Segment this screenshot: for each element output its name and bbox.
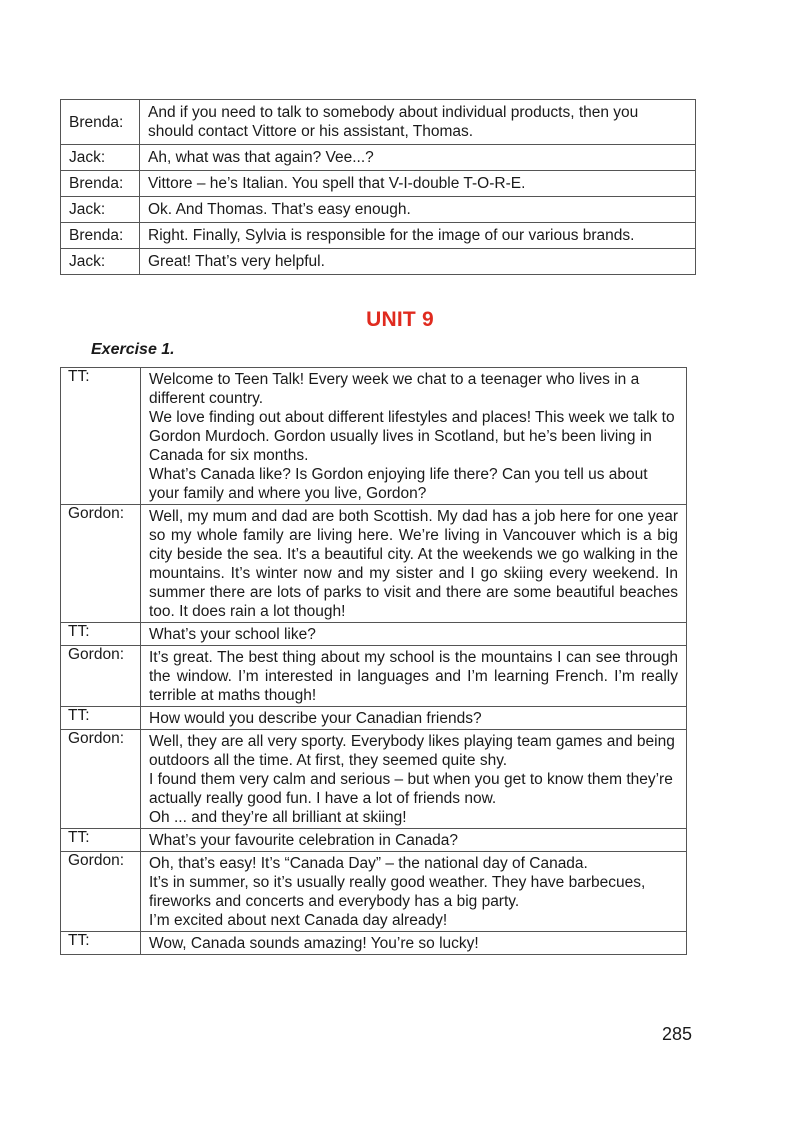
table-row <box>61 829 687 852</box>
dialogue-table-main <box>60 367 687 955</box>
speaker-cell: Brenda: <box>61 223 140 249</box>
table-row <box>61 223 696 249</box>
line-cell: And if you need to talk to somebody about individual products, then you should contact Vittore or his assistant, Thomas. <box>140 100 696 145</box>
table-row <box>61 100 696 145</box>
table-row <box>61 368 687 505</box>
speaker-cell: Gordon: <box>61 646 141 707</box>
table-row <box>61 646 687 707</box>
line-cell: Well, my mum and dad are both Scottish. My dad has a job here for one year so my whole family are living here. We’re living in Vancouver which is a big city beside the sea. It’s a beautiful city. At the weekends we go walking in the mountains. It’s winter now and my sister and I go skiing every weekend. In summer there are lots of parks to visit and there are some beautiful beaches too. It does rain a lot though! <box>141 505 687 623</box>
speaker-cell: Jack: <box>61 145 140 171</box>
table-row <box>61 145 696 171</box>
line-cell: Wow, Canada sounds amazing! You’re so lucky! <box>141 932 687 955</box>
page-number: 285 <box>661 1024 692 1044</box>
line-cell: Ok. And Thomas. That’s easy enough. <box>140 197 696 223</box>
table-row <box>61 730 687 829</box>
speaker-cell: Jack: <box>61 197 140 223</box>
speaker-cell: Jack: <box>61 249 140 275</box>
table-row <box>61 852 687 932</box>
speaker-cell: Gordon: <box>61 730 141 829</box>
speaker-cell: TT: <box>61 707 141 730</box>
line-cell: What’s your school like? <box>141 623 687 646</box>
table-row <box>61 623 687 646</box>
speaker-cell: Brenda: <box>61 100 140 145</box>
table-row <box>61 171 696 197</box>
table-row <box>61 505 687 623</box>
line-cell: Well, they are all very sporty. Everybody likes playing team games and being outdoors all the time. At first, they seemed quite shy. I found them very calm and serious – but when you get to know them they’re actually really good fun. I have a lot of friends now. Oh ... and they’re all brilliant at skiing! <box>141 730 687 829</box>
table-row <box>61 707 687 730</box>
speaker-cell: TT: <box>61 829 141 852</box>
table-row <box>61 249 696 275</box>
speaker-cell: Gordon: <box>61 505 141 623</box>
exercise-title: Exercise 1. <box>91 341 175 358</box>
line-cell: It’s great. The best thing about my school is the mountains I can see through the window. I’m interested in languages and I’m learning French. I’m really terrible at maths though! <box>141 646 687 707</box>
table-row <box>61 932 687 955</box>
line-cell: Vittore – he’s Italian. You spell that V-I-double T-O-R-E. <box>140 171 696 197</box>
line-cell: Welcome to Teen Talk! Every week we chat to a teenager who lives in a different country. We love finding out about different lifestyles and places! This week we talk to Gordon Murdoch. Gordon usually lives in Scotland, but he’s been living in Canada for six months. What’s Canada like? Is Gordon enjoying life there? Can you tell us about your family and where you live, Gordon? <box>141 368 687 505</box>
unit-title: UNIT 9 <box>366 308 434 331</box>
line-cell: Right. Finally, Sylvia is responsible for the image of our various brands. <box>140 223 696 249</box>
line-cell: Oh, that’s easy! It’s “Canada Day” – the national day of Canada. It’s in summer, so it’s usually really good weather. They have barbecues, fireworks and concerts and everybody has a big party. I’m excited about next Canada day already! <box>141 852 687 932</box>
speaker-cell: Gordon: <box>61 852 141 932</box>
speaker-cell: TT: <box>61 368 141 505</box>
speaker-cell: TT: <box>61 623 141 646</box>
speaker-cell: TT: <box>61 932 141 955</box>
line-cell: Ah, what was that again? Vee...? <box>140 145 696 171</box>
line-cell: What’s your favourite celebration in Canada? <box>141 829 687 852</box>
speaker-cell: Brenda: <box>61 171 140 197</box>
dialogue-table-top <box>60 99 696 275</box>
table-row <box>61 197 696 223</box>
line-cell: Great! That’s very helpful. <box>140 249 696 275</box>
line-cell: How would you describe your Canadian friends? <box>141 707 687 730</box>
